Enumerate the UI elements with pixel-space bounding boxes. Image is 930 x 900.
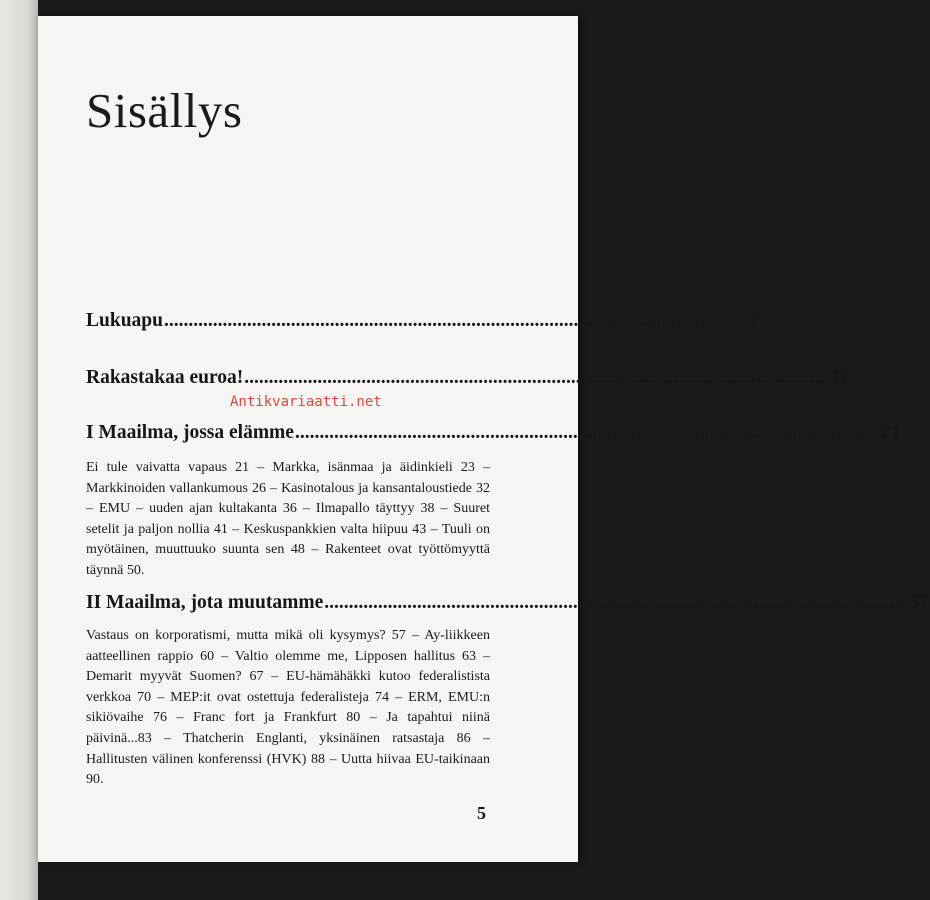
- toc-leader-dots: ........................................................................................................................: [294, 422, 880, 443]
- toc-entry-rakastakaa-euroa: [86, 367, 849, 389]
- toc-entry-page: 11: [830, 367, 849, 388]
- toc-entry-maailma-jota-muutamme: [86, 592, 930, 614]
- toc-entry-label: II Maailma, jota muutamme: [86, 592, 324, 613]
- toc-entry-maailma-jossa-elamme: [86, 422, 901, 444]
- book-page: [38, 16, 930, 862]
- toc-entry-page: 57: [910, 592, 930, 613]
- watermark-text: Antikvariaatti.net: [230, 394, 382, 410]
- facing-page-edge: [0, 0, 38, 900]
- toc-entry-description: Ei tule vaivatta vapaus 21 – Markka, isänmaa ja äidinkieli 23 – Markkinoiden vallankumous 26 – Kasinotalous ja kansantaloustiede 32 – EMU – uuden ajan kultakanta 36 – Ilmapallo täyttyy 38 – Suuret setelit ja paljon nollia 41 – Keskuspankkien valta hiipuu 43 – Tuuli on myötäinen, muuttuuko suunta sen 48 – Rakenteet ovat työttömyyttä täynnä 50.: [86, 460, 490, 578]
- toc-entry-page: 21: [880, 422, 901, 443]
- page-number: 5: [477, 803, 486, 823]
- toc-entry-description: Vastaus on korporatismi, mutta mikä oli kysymys? 57 – Ay-liikkeen aatteellinen rappio 60 – Valtio olemme me, Lipposen hallitus 63 – Demarit myyvät Suomen? 67 – EU-hämähäkki kutoo federalistista verkkoa 70 – MEP:it ovat ostettuja federalisteja 74 – ERM, EMU:n sikiövaihe 76 – Franc fort ja Frankfurt 80 – Ja tapahtui niinä päivinä...83 – Thatcherin Englanti, yksinäinen ratsastaja 86 – Hallitusten välinen konferenssi (HVK) 88 – Uutta hiivaa EU-taikinaan 90.: [86, 628, 490, 788]
- toc-leader-dots: ........................................................................................................................: [324, 592, 910, 613]
- toc-entry-lukuapu: [86, 310, 760, 332]
- page-title: Sisällys: [86, 83, 243, 138]
- toc-leader-dots: ........................................................................................................................: [244, 367, 830, 388]
- toc-entry-label: Rakastakaa euroa!: [86, 367, 244, 388]
- toc-entry-label: Lukuapu: [86, 310, 163, 331]
- toc-leader-dots: ........................................................................................................................: [163, 310, 749, 331]
- toc-entry-page: 7: [749, 310, 760, 331]
- toc-entry-label: I Maailma, jossa elämme: [86, 422, 294, 443]
